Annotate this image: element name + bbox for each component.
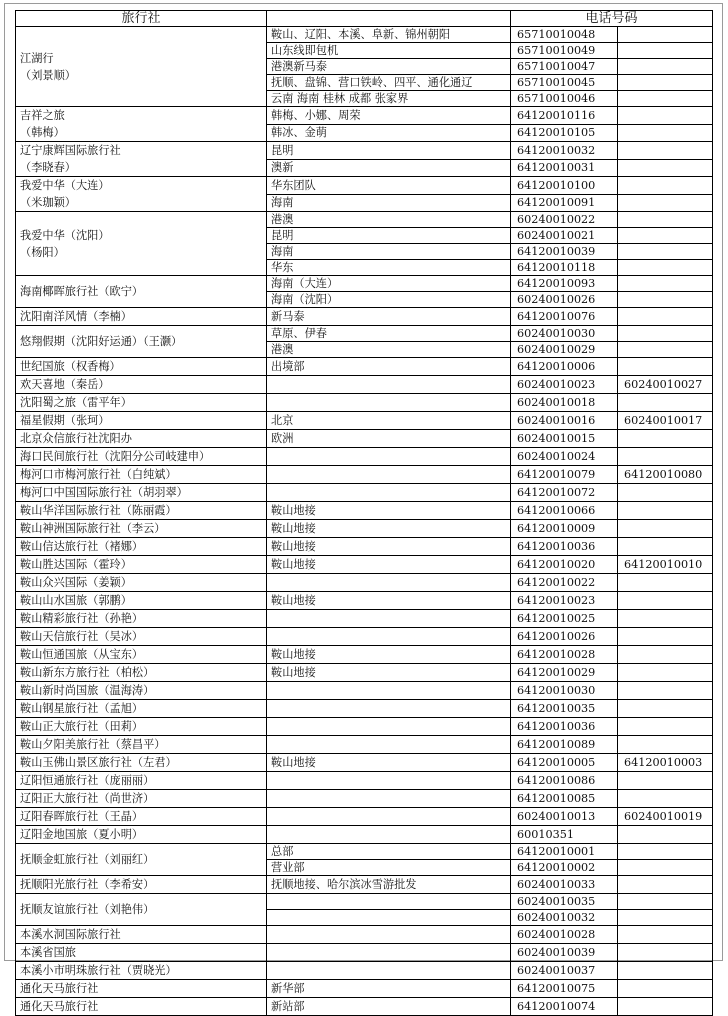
table-row <box>16 574 713 592</box>
phone-cell: 60240010021 <box>511 228 618 244</box>
phone-cell: 60240010035 <box>511 894 618 910</box>
agency-cell: 抚顺友谊旅行社（刘艳伟） <box>16 894 267 926</box>
destination-cell <box>267 376 511 394</box>
destination-cell: 鞍山地接 <box>267 664 511 682</box>
phone-cell: 64120010002 <box>511 860 618 876</box>
destination-cell: 出境部 <box>267 358 511 376</box>
agency-cell: 鞍山恒通国旅（从宝东） <box>16 646 267 664</box>
phone-alt-cell <box>618 75 713 91</box>
phone-cell: 65710010045 <box>511 75 618 91</box>
phone-cell: 60240010016 <box>511 412 618 430</box>
phone-cell: 60010351 <box>511 826 618 844</box>
phone-cell: 64120010066 <box>511 502 618 520</box>
phone-cell: 64120010030 <box>511 682 618 700</box>
destination-cell: 华东 <box>267 260 511 276</box>
destination-cell: 华东团队 <box>267 177 511 195</box>
phone-cell: 64120010029 <box>511 664 618 682</box>
phone-alt-cell <box>618 260 713 276</box>
agency-cell: 通化天马旅行社 <box>16 998 267 1016</box>
table-row <box>16 682 713 700</box>
phone-alt-cell: 60240010017 <box>618 412 713 430</box>
document-page <box>4 3 723 1013</box>
phone-cell: 64120010100 <box>511 177 618 195</box>
phone-cell: 60240010037 <box>511 962 618 980</box>
agency-cell: 福星假期（张珂） <box>16 412 267 430</box>
phone-alt-cell <box>618 944 713 962</box>
phone-alt-cell <box>618 194 713 212</box>
phone-cell: 64120010118 <box>511 260 618 276</box>
table-row <box>16 772 713 790</box>
destination-cell: 抚顺地接、哈尔滨冰雪游批发 <box>267 876 511 894</box>
phone-cell: 60240010030 <box>511 326 618 342</box>
table-row <box>16 412 713 430</box>
phone-cell: 64120010089 <box>511 736 618 754</box>
phone-cell: 64120010074 <box>511 998 618 1016</box>
phone-alt-cell: 64120010003 <box>618 754 713 772</box>
destination-cell: 海南（大连） <box>267 276 511 292</box>
table-row <box>16 556 713 574</box>
agency-cell: 鞍山山水国旅（郭鹏） <box>16 592 267 610</box>
phone-alt-cell <box>618 448 713 466</box>
agency-cell: 鞍山新东方旅行社（柏松） <box>16 664 267 682</box>
phone-alt-cell <box>618 358 713 376</box>
phone-cell: 60240010024 <box>511 448 618 466</box>
phone-alt-cell <box>618 610 713 628</box>
phone-cell: 64120010035 <box>511 700 618 718</box>
destination-cell: 鞍山地接 <box>267 502 511 520</box>
agency-cell: 通化天马旅行社 <box>16 980 267 998</box>
table-row <box>16 754 713 772</box>
agency-cell: 鞍山新时尚国旅（温海涛） <box>16 682 267 700</box>
table-row <box>16 502 713 520</box>
destination-cell: 鞍山地接 <box>267 754 511 772</box>
destination-cell: 澳新 <box>267 159 511 177</box>
table-row <box>16 308 713 326</box>
destination-cell <box>267 574 511 592</box>
phone-alt-cell <box>618 910 713 926</box>
agency-cell: 鞍山众兴国际（姜颖） <box>16 574 267 592</box>
phone-alt-cell <box>618 394 713 412</box>
phone-alt-cell <box>618 276 713 292</box>
destination-cell <box>267 790 511 808</box>
phone-alt-cell <box>618 484 713 502</box>
destination-cell: 鞍山地接 <box>267 556 511 574</box>
destination-cell: 草原、伊春 <box>267 326 511 342</box>
agency-cell: 我爱中华（大连） （米珈颖） <box>16 177 267 212</box>
phone-alt-cell <box>618 27 713 43</box>
agency-cell: 沈阳蜀之旅（雷平年） <box>16 394 267 412</box>
destination-cell: 抚顺、盘锦、营口铁岭、四平、通化通辽 <box>267 75 511 91</box>
table-row <box>16 394 713 412</box>
table-row <box>16 520 713 538</box>
phone-alt-cell <box>618 664 713 682</box>
phone-cell: 65710010049 <box>511 43 618 59</box>
destination-cell <box>267 910 511 926</box>
phone-cell: 60240010015 <box>511 430 618 448</box>
destination-cell <box>267 628 511 646</box>
table-row <box>16 27 713 43</box>
destination-cell: 韩梅、小娜、周荣 <box>267 107 511 125</box>
header-phone: 电话号码 <box>511 11 713 27</box>
destination-cell: 海南 <box>267 244 511 260</box>
table-row <box>16 326 713 342</box>
phone-alt-cell <box>618 980 713 998</box>
destination-cell <box>267 484 511 502</box>
agency-cell: 欢天喜地（秦岳） <box>16 376 267 394</box>
agency-cell: 辽阳正大旅行社（尚世济） <box>16 790 267 808</box>
agency-cell: 梅河口市梅河旅行社（白纯斌） <box>16 466 267 484</box>
phone-cell: 64120010085 <box>511 790 618 808</box>
agency-cell: 鞍山信达旅行社（褚娜） <box>16 538 267 556</box>
table-row <box>16 358 713 376</box>
destination-cell: 韩冰、金萌 <box>267 124 511 142</box>
destination-cell: 新华部 <box>267 980 511 998</box>
destination-cell <box>267 700 511 718</box>
agency-cell: 鞍山神洲国际旅行社（李云） <box>16 520 267 538</box>
table-row <box>16 646 713 664</box>
phone-alt-cell <box>618 718 713 736</box>
phone-alt-cell <box>618 244 713 260</box>
phone-cell: 65710010046 <box>511 91 618 107</box>
phone-alt-cell <box>618 177 713 195</box>
table-row <box>16 430 713 448</box>
agency-cell: 鞍山钢星旅行社（孟旭） <box>16 700 267 718</box>
phone-cell: 60240010026 <box>511 292 618 308</box>
phone-alt-cell <box>618 520 713 538</box>
agency-cell: 北京众信旅行社沈阳办 <box>16 430 267 448</box>
table-row <box>16 466 713 484</box>
table-row <box>16 538 713 556</box>
table-row <box>16 844 713 860</box>
table-row <box>16 376 713 394</box>
phone-cell: 64120010116 <box>511 107 618 125</box>
table-row <box>16 592 713 610</box>
phone-cell: 64120010036 <box>511 538 618 556</box>
phone-alt-cell <box>618 107 713 125</box>
table-row <box>16 998 713 1016</box>
phone-cell: 64120010072 <box>511 484 618 502</box>
phone-cell: 60240010013 <box>511 808 618 826</box>
phone-alt-cell <box>618 894 713 910</box>
destination-cell <box>267 718 511 736</box>
phone-alt-cell <box>618 790 713 808</box>
phone-cell: 60240010032 <box>511 910 618 926</box>
phone-alt-cell: 60240010027 <box>618 376 713 394</box>
phone-cell: 60240010018 <box>511 394 618 412</box>
phone-alt-cell <box>618 292 713 308</box>
destination-cell: 昆明 <box>267 228 511 244</box>
table-row <box>16 212 713 228</box>
table-row <box>16 718 713 736</box>
table-row <box>16 276 713 292</box>
phone-cell: 64120010079 <box>511 466 618 484</box>
agency-cell: 辽宁康辉国际旅行社 （李晓春） <box>16 142 267 177</box>
phone-cell: 60240010039 <box>511 944 618 962</box>
phone-alt-cell: 64120010010 <box>618 556 713 574</box>
phone-cell: 64120010001 <box>511 844 618 860</box>
phone-cell: 64120010006 <box>511 358 618 376</box>
phone-cell: 60240010028 <box>511 926 618 944</box>
phone-alt-cell <box>618 826 713 844</box>
phone-alt-cell <box>618 159 713 177</box>
table-row <box>16 484 713 502</box>
destination-cell: 港澳新马泰 <box>267 59 511 75</box>
destination-cell <box>267 610 511 628</box>
phone-alt-cell <box>618 736 713 754</box>
destination-cell <box>267 926 511 944</box>
destination-cell <box>267 394 511 412</box>
agency-cell: 海口民间旅行社（沈阳分公司岐建申） <box>16 448 267 466</box>
phone-alt-cell <box>618 628 713 646</box>
phone-alt-cell <box>618 228 713 244</box>
phone-alt-cell <box>618 844 713 860</box>
table-row <box>16 142 713 160</box>
destination-cell <box>267 894 511 910</box>
destination-cell <box>267 808 511 826</box>
phone-alt-cell <box>618 592 713 610</box>
phone-cell: 60240010033 <box>511 876 618 894</box>
header-destination <box>267 11 511 27</box>
destination-cell: 新站部 <box>267 998 511 1016</box>
phone-cell: 64120010091 <box>511 194 618 212</box>
agency-cell: 本溪省国旅 <box>16 944 267 962</box>
destination-cell: 北京 <box>267 412 511 430</box>
phone-alt-cell <box>618 574 713 592</box>
table-row <box>16 826 713 844</box>
agency-cell: 鞍山华洋国际旅行社（陈丽霞） <box>16 502 267 520</box>
phone-alt-cell <box>618 142 713 160</box>
phone-alt-cell <box>618 43 713 59</box>
phone-cell: 64120010023 <box>511 592 618 610</box>
table-row <box>16 610 713 628</box>
agency-cell: 鞍山天信旅行社（吴冰） <box>16 628 267 646</box>
table-row <box>16 628 713 646</box>
phone-cell: 60240010023 <box>511 376 618 394</box>
phone-cell: 64120010022 <box>511 574 618 592</box>
destination-cell: 港澳 <box>267 212 511 228</box>
phone-alt-cell <box>618 926 713 944</box>
phone-cell: 64120010093 <box>511 276 618 292</box>
agency-cell: 悠翔假期（沈阳好运通）（王灏） <box>16 326 267 358</box>
destination-cell <box>267 736 511 754</box>
phone-alt-cell <box>618 772 713 790</box>
phone-cell: 64120010036 <box>511 718 618 736</box>
phone-cell: 64120010005 <box>511 754 618 772</box>
destination-cell: 总部 <box>267 844 511 860</box>
agency-cell: 辽阳春晖旅行社（王晶） <box>16 808 267 826</box>
agency-cell: 本溪水洞国际旅行社 <box>16 926 267 944</box>
destination-cell: 新马泰 <box>267 308 511 326</box>
table-row <box>16 736 713 754</box>
phone-cell: 64120010105 <box>511 124 618 142</box>
phone-alt-cell <box>618 124 713 142</box>
phone-alt-cell <box>618 538 713 556</box>
agency-cell: 梅河口中国国际旅行社（胡羽翠） <box>16 484 267 502</box>
destination-cell: 云南 海南 桂林 成都 张家界 <box>267 91 511 107</box>
agency-cell: 鞍山玉佛山景区旅行社（左君） <box>16 754 267 772</box>
destination-cell <box>267 962 511 980</box>
phone-cell: 64120010020 <box>511 556 618 574</box>
destination-cell <box>267 772 511 790</box>
phone-alt-cell <box>618 430 713 448</box>
phone-alt-cell <box>618 212 713 228</box>
destination-cell: 昆明 <box>267 142 511 160</box>
phone-alt-cell <box>618 962 713 980</box>
table-row <box>16 700 713 718</box>
destination-cell: 鞍山地接 <box>267 592 511 610</box>
phone-cell: 64120010039 <box>511 244 618 260</box>
header-agency: 旅行社 <box>16 11 267 27</box>
phone-cell: 60240010022 <box>511 212 618 228</box>
table-row <box>16 926 713 944</box>
phone-alt-cell <box>618 682 713 700</box>
phone-alt-cell <box>618 700 713 718</box>
phone-alt-cell <box>618 59 713 75</box>
phone-alt-cell <box>618 876 713 894</box>
phone-alt-cell <box>618 342 713 358</box>
destination-cell <box>267 944 511 962</box>
agency-cell: 本溪小市明珠旅行社（贾晓光） <box>16 962 267 980</box>
agency-cell: 江湖行 （刘景顺） <box>16 27 267 107</box>
destination-cell: 海南 <box>267 194 511 212</box>
phone-cell: 64120010009 <box>511 520 618 538</box>
travel-agency-table <box>15 10 713 1016</box>
phone-alt-cell <box>618 998 713 1016</box>
destination-cell: 港澳 <box>267 342 511 358</box>
table-row <box>16 177 713 195</box>
agency-cell: 海南椰晖旅行社（欧宁） <box>16 276 267 308</box>
phone-alt-cell <box>618 502 713 520</box>
table-row <box>16 944 713 962</box>
agency-cell: 鞍山精彩旅行社（孙艳） <box>16 610 267 628</box>
table-row <box>16 894 713 910</box>
destination-cell: 海南（沈阳） <box>267 292 511 308</box>
agency-cell: 抚顺金虹旅行社（刘丽红） <box>16 844 267 876</box>
destination-cell: 山东线即包机 <box>267 43 511 59</box>
phone-alt-cell <box>618 860 713 876</box>
phone-alt-cell: 64120010080 <box>618 466 713 484</box>
agency-cell: 吉祥之旅 （韩梅） <box>16 107 267 142</box>
phone-cell: 64120010075 <box>511 980 618 998</box>
agency-cell: 抚顺阳光旅行社（李希安） <box>16 876 267 894</box>
table-row <box>16 808 713 826</box>
table-row <box>16 962 713 980</box>
destination-cell: 鞍山地接 <box>267 520 511 538</box>
phone-alt-cell <box>618 308 713 326</box>
phone-cell: 60240010029 <box>511 342 618 358</box>
phone-alt-cell <box>618 646 713 664</box>
table-row <box>16 107 713 125</box>
table-row <box>16 980 713 998</box>
phone-cell: 64120010026 <box>511 628 618 646</box>
phone-cell: 64120010031 <box>511 159 618 177</box>
table-row <box>16 448 713 466</box>
agency-cell: 我爱中华（沈阳） （杨阳） <box>16 212 267 276</box>
agency-cell: 世纪国旅（权香梅） <box>16 358 267 376</box>
destination-cell: 鞍山地接 <box>267 646 511 664</box>
phone-cell: 64120010025 <box>511 610 618 628</box>
destination-cell <box>267 826 511 844</box>
phone-cell: 64120010032 <box>511 142 618 160</box>
destination-cell <box>267 466 511 484</box>
phone-alt-cell <box>618 326 713 342</box>
destination-cell <box>267 682 511 700</box>
table-row <box>16 790 713 808</box>
table-row <box>16 664 713 682</box>
destination-cell: 鞍山地接 <box>267 538 511 556</box>
destination-cell: 欧洲 <box>267 430 511 448</box>
phone-alt-cell: 60240010019 <box>618 808 713 826</box>
phone-cell: 64120010028 <box>511 646 618 664</box>
agency-cell: 辽阳金地国旅（夏小明） <box>16 826 267 844</box>
agency-cell: 辽阳恒通旅行社（庞丽丽） <box>16 772 267 790</box>
phone-cell: 64120010076 <box>511 308 618 326</box>
agency-cell: 鞍山正大旅行社（田莉） <box>16 718 267 736</box>
agency-cell: 沈阳南洋风情（李楠） <box>16 308 267 326</box>
phone-cell: 65710010048 <box>511 27 618 43</box>
table-header-row <box>16 11 713 27</box>
table-row <box>16 876 713 894</box>
destination-cell <box>267 448 511 466</box>
destination-cell: 鞍山、辽阳、本溪、阜新、锦州朝阳 <box>267 27 511 43</box>
agency-cell: 鞍山胜达国际（霍玲） <box>16 556 267 574</box>
phone-cell: 64120010086 <box>511 772 618 790</box>
phone-cell: 65710010047 <box>511 59 618 75</box>
phone-alt-cell <box>618 91 713 107</box>
agency-cell: 鞍山夕阳美旅行社（蔡昌平） <box>16 736 267 754</box>
destination-cell: 营业部 <box>267 860 511 876</box>
